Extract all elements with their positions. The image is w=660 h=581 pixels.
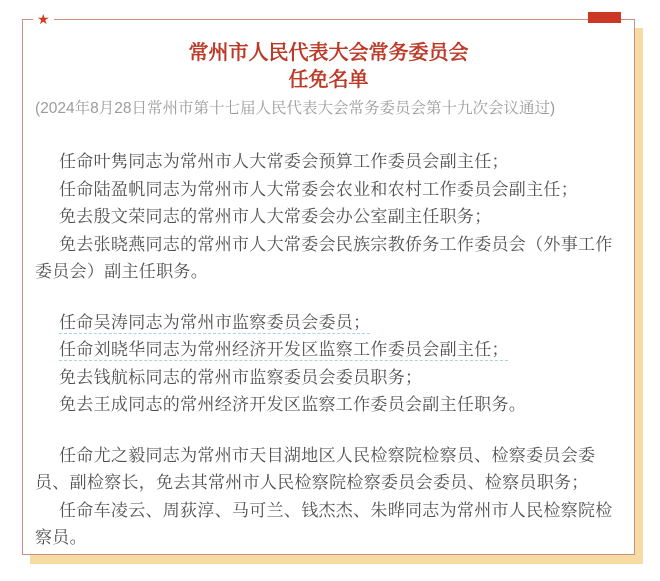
page-title	[35, 40, 622, 94]
clause-text: 免去张晓燕同志的常州市人大常委会民族宗教侨务工作委员会（外事工作委员会）副主任职务。	[35, 234, 613, 281]
clause-text: 任命车凌云、周荻淳、马可兰、钱杰杰、朱晔同志为常州市人民检察院检察员。	[35, 500, 613, 547]
clause-text: 任命叶隽同志为常州市人大常委会预算工作委员会副主任；	[59, 152, 509, 171]
clause-text: 任命陆盈帆同志为常州市人大常委会农业和农村工作委员会副主任；	[59, 179, 578, 199]
clause	[35, 309, 622, 337]
clause-text: 免去钱航标同志的常州市监察委员会委员职务；	[59, 367, 423, 387]
clause	[35, 336, 622, 364]
clause	[35, 391, 622, 419]
red-tab-decoration	[588, 12, 621, 23]
document-section	[35, 442, 622, 552]
clause	[35, 148, 622, 176]
clause	[35, 176, 622, 204]
clause-text: 免去殷文荣同志的常州市人大常委会办公室副主任职务；	[59, 207, 492, 226]
page-title-line1: 常州市人民代表大会常务委员会	[188, 42, 469, 64]
linked-text[interactable]: 任命吴涛同志为常州市监察委员会委员；	[59, 312, 371, 332]
document-subtitle: (2024年8月28日常州市第十七届人民代表大会常务委员会第十九次会议通过)	[35, 100, 556, 117]
clause	[35, 364, 622, 392]
clause	[35, 497, 622, 552]
clause-text: 免去王成同志的常州经济开发区监察工作委员会副主任职务。	[59, 395, 527, 414]
linked-text[interactable]: 任命刘晓华同志为常州经济开发区监察工作委员会副主任；	[59, 340, 509, 359]
page-title-line2: 任免名单	[288, 69, 369, 91]
clause	[35, 442, 622, 497]
document-card	[22, 11, 635, 555]
clause	[35, 231, 622, 286]
clause	[35, 203, 622, 231]
appointment-sections	[35, 148, 622, 552]
document-section	[35, 309, 622, 419]
clause-text: 任命尤之毅同志为常州市天目湖地区人民检察院检察员、检察委员会委员、副检察长，免去其常州市人民检察院检察委员会委员、检察员职务；	[35, 445, 596, 492]
document-section	[35, 148, 622, 286]
document-content	[23, 20, 634, 552]
star-icon: ★	[33, 10, 54, 29]
